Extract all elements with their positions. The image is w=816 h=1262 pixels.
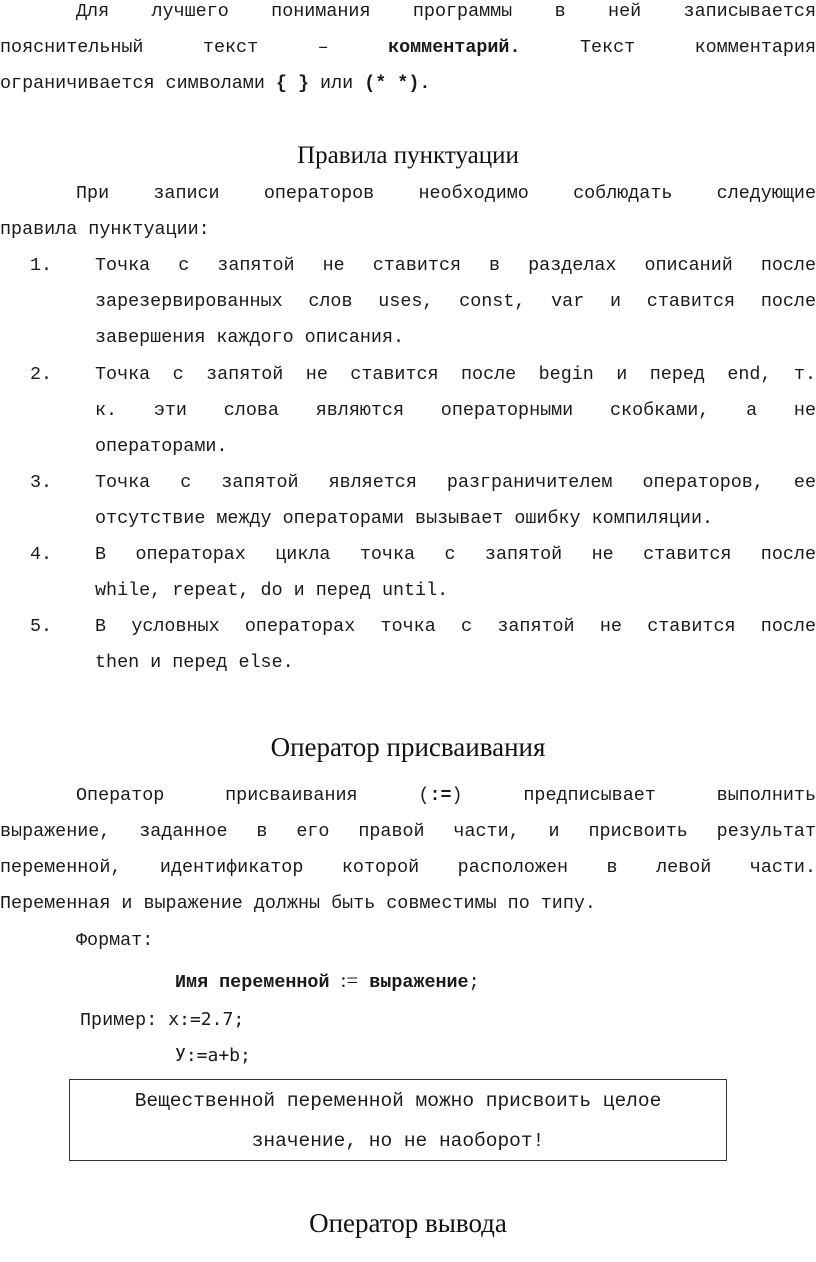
intro-line-2-rest: Текст комментария (520, 37, 816, 58)
list-item-line: then и перед else. (95, 652, 294, 673)
list-item-line: Точка с запятой является разграничителем операторов, ее (95, 472, 816, 493)
braces-symbol: { } (275, 73, 310, 94)
assign-line-2: выражение, заданное в его правой части, и присвоить результат (0, 821, 816, 842)
example-line-1 (80, 1002, 680, 1038)
assign-line-1-text: Оператор присваивания ( (76, 785, 430, 806)
punct-intro-2: правила пунктуации: (0, 219, 210, 240)
intro-line-2-text: пояснительный текст – (0, 37, 389, 58)
assign-symbol: := (429, 785, 452, 806)
list-item-line: операторами. (95, 436, 228, 457)
assign-line-3: переменной, идентификатор которой расположен в левой части. (0, 857, 816, 878)
assign-line-4: Переменная и выражение должны быть совместимы по типу. (0, 893, 596, 914)
list-item-line: к. эти слова являются операторными скобками, а не (95, 400, 816, 421)
format-label: Формат: (76, 930, 154, 951)
list-item-line: завершения каждого описания. (95, 327, 405, 348)
list-item-line: Точка с запятой не ставится в разделах описаний после (95, 255, 816, 276)
format-variable: Имя переменной (175, 972, 341, 993)
note-line-1: Вещественной переменной можно присвоить целое (134, 1090, 662, 1112)
assign-line-1-rest: ) предписывает выполнить (451, 785, 816, 806)
list-item-number: 5. (30, 616, 53, 637)
note-line-2: значение, но не наоборот! (251, 1130, 545, 1152)
list-item-line: В операторах цикла точка с запятой не ставится после (95, 544, 816, 565)
comment-term: комментарий. (388, 37, 521, 58)
intro-line-3-text: ограничивается символами (0, 73, 276, 94)
example-code-2: У:=a+b; (175, 1045, 251, 1066)
list-item-number: 2. (30, 364, 53, 385)
list-item-number: 4. (30, 544, 53, 565)
list-item-number: 3. (30, 472, 53, 493)
format-syntax (175, 962, 735, 998)
list-item-number: 1. (30, 255, 53, 276)
punct-intro-1: При записи операторов необходимо соблюдать следующие (76, 183, 816, 204)
format-assign-op: := (340, 968, 359, 992)
intro-line-3 (0, 66, 816, 102)
example-label: Пример: (80, 1010, 169, 1031)
intro-line-1: Для лучшего понимания программы в ней записывается (76, 1, 816, 22)
list-item-line: В условных операторах точка с запятой не ставится после (95, 616, 816, 637)
list-item-line: зарезервированных слов uses, const, var и ставится после (95, 291, 816, 312)
output-heading: Оператор вывода (309, 1208, 507, 1238)
list-item-line: while, repeat, do и перед until. (95, 580, 449, 601)
intro-or: или (309, 73, 365, 94)
note-box (69, 1079, 727, 1161)
list-item-line: Точка с запятой не ставится после begin и перед end, т. (95, 364, 816, 385)
paren-star-symbol: (* *). (364, 73, 431, 94)
example-code-1: x:=2.7; (168, 1009, 245, 1030)
format-expression: выражение (358, 972, 469, 993)
list-item-line: отсутствие между операторами вызывает ошибку компиляции. (95, 508, 714, 529)
intro-line-2 (0, 30, 816, 66)
assignment-heading: Оператор присваивания (270, 732, 546, 762)
assign-line-1 (0, 778, 816, 814)
punctuation-heading: Правила пунктуации (297, 142, 519, 169)
format-semicolon: ; (468, 972, 480, 993)
